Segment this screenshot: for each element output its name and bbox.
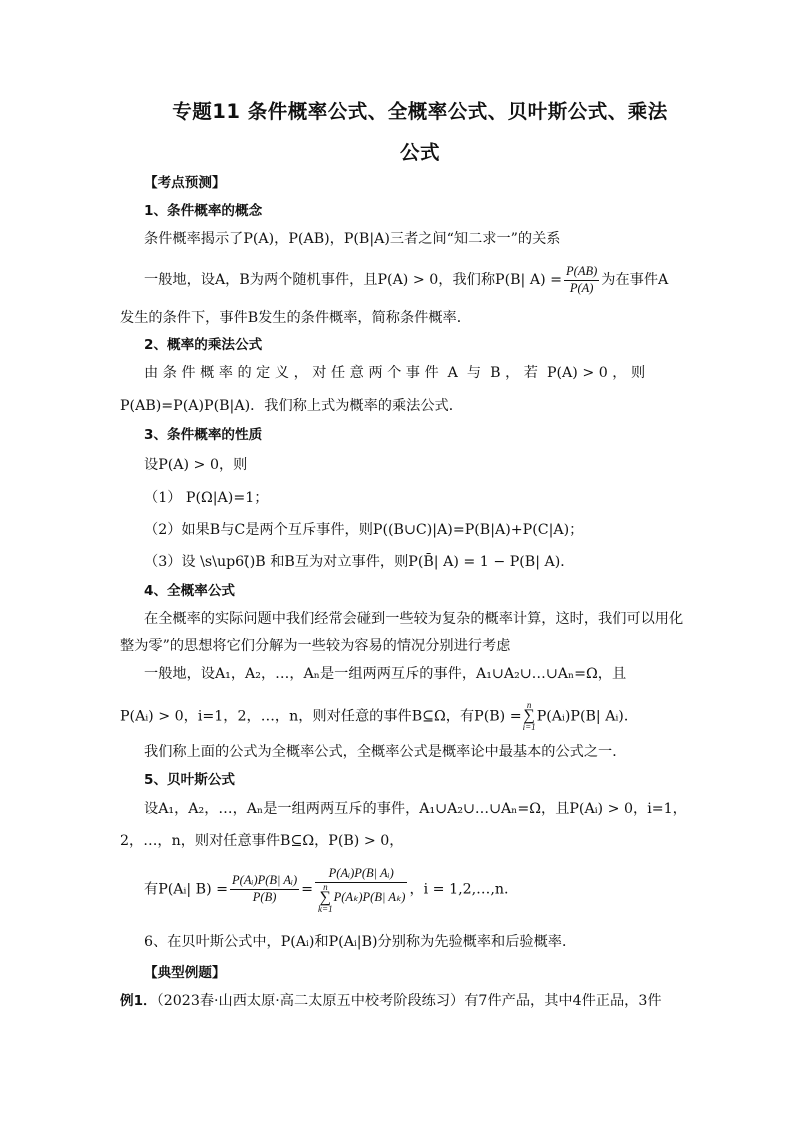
s5-fraction-1-denominator: P(B) (252, 890, 277, 905)
s4-line-2: 整为零”的思想将它们分解为一些较为容易的情况分别进行考虑 (120, 638, 511, 654)
examples-heading: 【典型例题】 (144, 965, 226, 981)
s5-fraction-2 (315, 866, 407, 913)
s5-line-1: 设A₁，A₂，…，Aₙ是一组两两互斥的事件，A₁∪A₂∪…∪Aₙ=Ω，且P(Aᵢ) > 0，i=1， (144, 801, 687, 817)
s5-line-3 (144, 866, 509, 913)
s1-fraction (564, 264, 599, 296)
s4-sum-upper: n (526, 700, 532, 710)
s5-fraction-1 (230, 873, 299, 905)
s1-line-2-text: 一般地，设A，B为两个随机事件，且P(A) > 0，我们称P(B| A) = (144, 272, 563, 289)
s3-line-1: 设P(A) > 0，则 (144, 457, 248, 473)
s5-fraction-2-denominator-wrap (315, 883, 407, 914)
s5-fraction-2-numerator: P(Aᵢ)P(B| Aᵢ) (315, 866, 407, 883)
s3-line-2: （1） P(Ω|A)=1； (144, 490, 269, 506)
s5-line-3-suffix: ，i = 1,2,…,n. (409, 881, 509, 898)
document-title-line-1: 专题11 条件概率公式、全概率公式、贝叶斯公式、乘法 (172, 100, 668, 123)
s3-line-3: （2）如果B与C是两个互斥事件，则P((B∪C)|A)=P(B|A)+P(C|A)； (144, 522, 584, 538)
s4-line-3: 一般地，设A₁，A₂，…，Aₙ是一组两两互斥的事件，A₁∪A₂∪…∪Aₙ=Ω，且 (144, 666, 627, 682)
s4-line-5: 我们称上面的公式为全概率公式，全概率公式是概率论中最基本的公式之一． (144, 744, 627, 760)
s1-heading: 1、条件概率的概念 (144, 203, 263, 219)
s1-line-3: 发生的条件下，事件B发生的条件概率，简称条件概率． (120, 310, 471, 326)
s5-sum-upper: n (323, 881, 328, 892)
s5-line-3-text: 有P(Aᵢ| B) = (144, 881, 229, 898)
s4-line-4 (120, 701, 638, 732)
example-1 (120, 994, 662, 1010)
s4-line-4-suffix: P(Aᵢ)P(B| Aᵢ)． (536, 708, 639, 725)
s4-sum-lower: i=1 (522, 722, 536, 733)
s1-line-1: 条件概率揭示了P(A)，P(AB)，P(B|A)三者之间“知二求一”的关系 (144, 231, 561, 247)
s5-fraction-2-denominator: P(Aₖ)P(B| Aₖ) (333, 889, 406, 904)
s2-heading: 2、概率的乘法公式 (144, 337, 263, 353)
s4-line-4-text: P(Aᵢ) > 0，i=1，2，…，n，则对任意的事件B⊆Ω，有P(B) = (120, 708, 522, 725)
sigma-icon: ∑ (319, 888, 332, 906)
s5-equals: = (301, 881, 314, 898)
s4-heading: 4、全概率公式 (144, 583, 236, 599)
s5-heading: 5、贝叶斯公式 (144, 772, 236, 788)
s1-line-2-suffix: 为在事件A (601, 272, 669, 289)
s5-sum-lower: k=1 (318, 904, 333, 915)
example-1-text: （2023春·山西太原·高二太原五中校考阶段练习）有7件产品，其中4件正品，3件 (156, 993, 662, 1009)
sigma-icon: ∑ (523, 707, 535, 725)
s3-heading: 3、条件概率的性质 (144, 427, 263, 443)
s4-sum-symbol (523, 701, 536, 732)
example-1-label: 例1． (120, 993, 157, 1009)
s1-fraction-numerator: P(AB) (564, 264, 599, 281)
section-heading-key-points: 【考点预测】 (144, 175, 226, 191)
s2-line-1: 由 条 件 概 率 的 定 义 ， 对 任 意 两 个 事 件 A 与 B ， 若 P(A) > 0 ， 则 (144, 365, 646, 381)
s6-line: 6、在贝叶斯公式中，P(Aᵢ)和P(Aᵢ|B)分别称为先验概率和后验概率． (144, 934, 577, 950)
s1-fraction-denominator: P(A) (569, 280, 594, 295)
s2-line-2: P(AB)=P(A)P(B|A)．我们称上式为概率的乘法公式． (120, 398, 463, 414)
s5-line-2: 2，…，n，则对任意事件B⊆Ω，P(B) > 0， (120, 833, 404, 849)
document-title-line-2: 公式 (399, 141, 440, 164)
s5-sum-symbol (318, 883, 333, 914)
s5-fraction-1-numerator: P(Aᵢ)P(B| Aᵢ) (230, 873, 299, 890)
s3-line-4: （3）设 \s\up6(̄)B 和B互为对立事件，则P(B̄| A) = 1 − P(B| A)． (144, 554, 575, 570)
s4-line-1: 在全概率的实际问题中我们经常会碰到一些较为复杂的概率计算，这时，我们可以用化 (144, 611, 684, 627)
s1-line-2 (144, 264, 668, 296)
